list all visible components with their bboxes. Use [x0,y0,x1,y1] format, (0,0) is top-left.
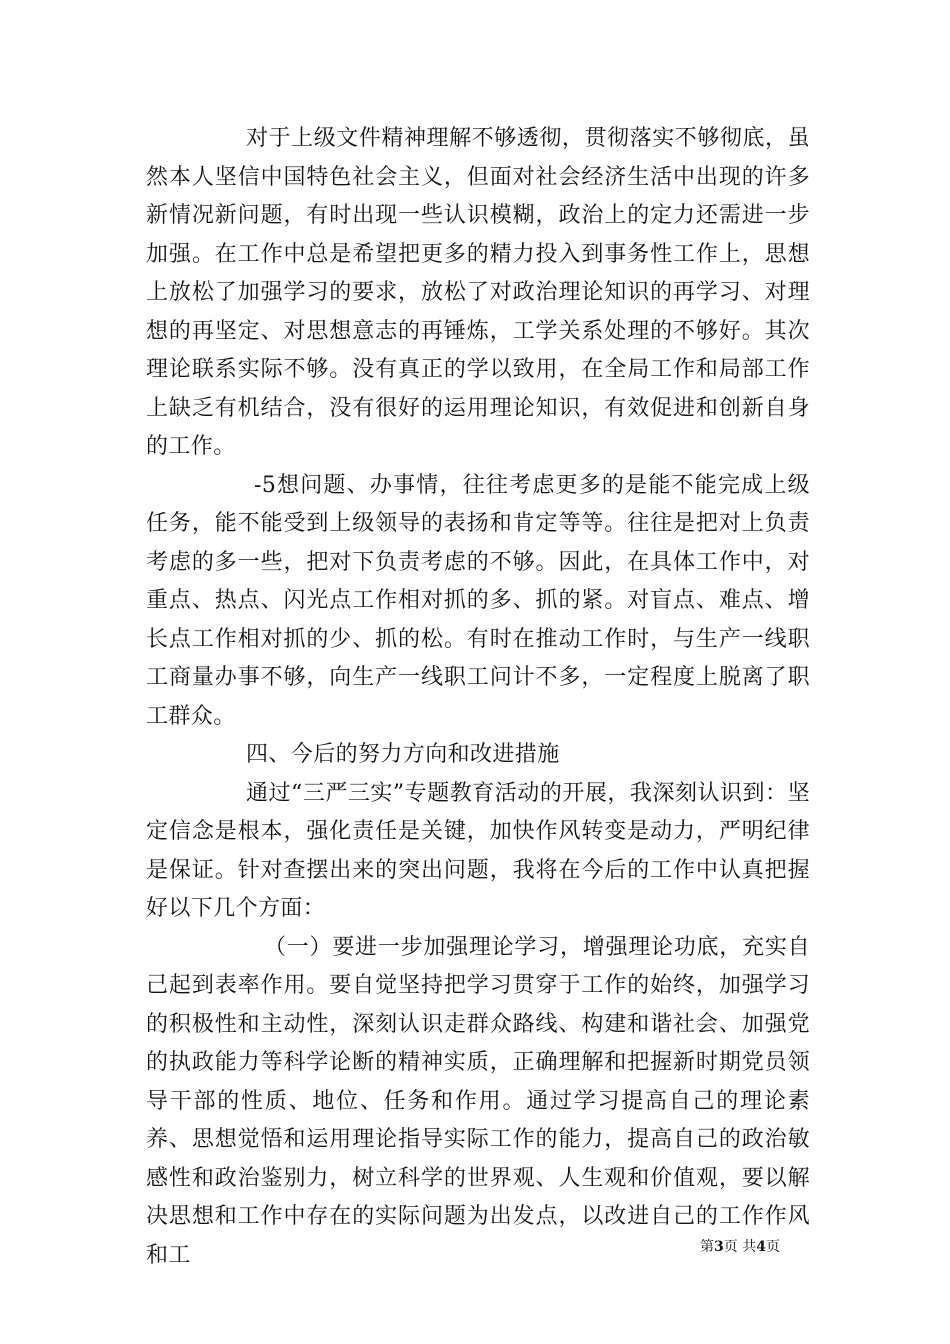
section-heading: 四、今后的努力方向和改进措施 [246,742,560,767]
paragraph-work-attitude: -5想问题、办事情，往往考虑更多的是能不能完成上级任务，能不能受到上级领导的表扬和肯定等等。往往是把对上负责考虑的多一些，把对下负责考虑的不够。因此，在具体工作中，对重点、热点、闪光点工作相对抓的多、抓的紧。对盲点、难点、增长点工作相对抓的少、抓的松。有时在推动工作时，与生产一线职工商量办事不够，向生产一线职工问计不多，一定程度上脱离了职工群众。 [146,472,810,729]
paragraph-awareness: 通过“三严三实”专题教育活动的开展，我深刻认识到：坚定信念是根本，强化责任是关键，加快作风转变是动力，严明纪律是保证。针对查摆出来的突出问题，我将在今后的工作中认真把握好以下几个方面： [146,780,810,921]
footer-suffix: 页 [765,1239,780,1255]
footer-current-page: 3 [714,1239,724,1255]
paragraph-theory-study: 对于上级文件精神理解不够透彻，贯彻落实不够彻底，虽然本人坚信中国特色社会主义，但面对社会经济生活中出现的许多新情况新问题，有时出现一些认识模糊，政治上的定力还需进一步加强。在工作中总是希望把更多的精力投入到事务性工作上，思想上放松了加强学习的要求，放松了对政治理论知识的再学习、对理想的再坚定、对思想意志的再锤炼，工学关系处理的不够好。其次理论联系实际不够。没有真正的学以致用，在全局工作和局部工作上缺乏有机结合，没有很好的运用理论知识，有效促进和创新自身的工作。 [146,126,810,459]
paragraph-measure-one: （一）要进一步加强理论学习，增强理论功底，充实自己起到表率作用。要自觉坚持把学习贯穿于工作的始终，加强学习的积极性和主动性，深刻认识走群众路线、构建和谐社会、加强党的执政能力等科学论断的精神实质，正确理解和把握新时期党员领导干部的性质、地位、任务和作用。通过学习提高自己的理论素养、思想觉悟和运用理论指导实际工作的能力，提高自己的政治敏感性和政治鉴别力，树立科学的世界观、人生观和价值观，要以解决思想和工作中存在的实际问题为出发点，以改进自己的工作作风和工 [146,934,810,1268]
footer-prefix: 第 [700,1239,714,1255]
footer-total-pages: 4 [756,1239,766,1255]
document-body [146,120,810,1275]
page-footer [700,1238,820,1256]
footer-middle: 页 共 [723,1239,757,1255]
